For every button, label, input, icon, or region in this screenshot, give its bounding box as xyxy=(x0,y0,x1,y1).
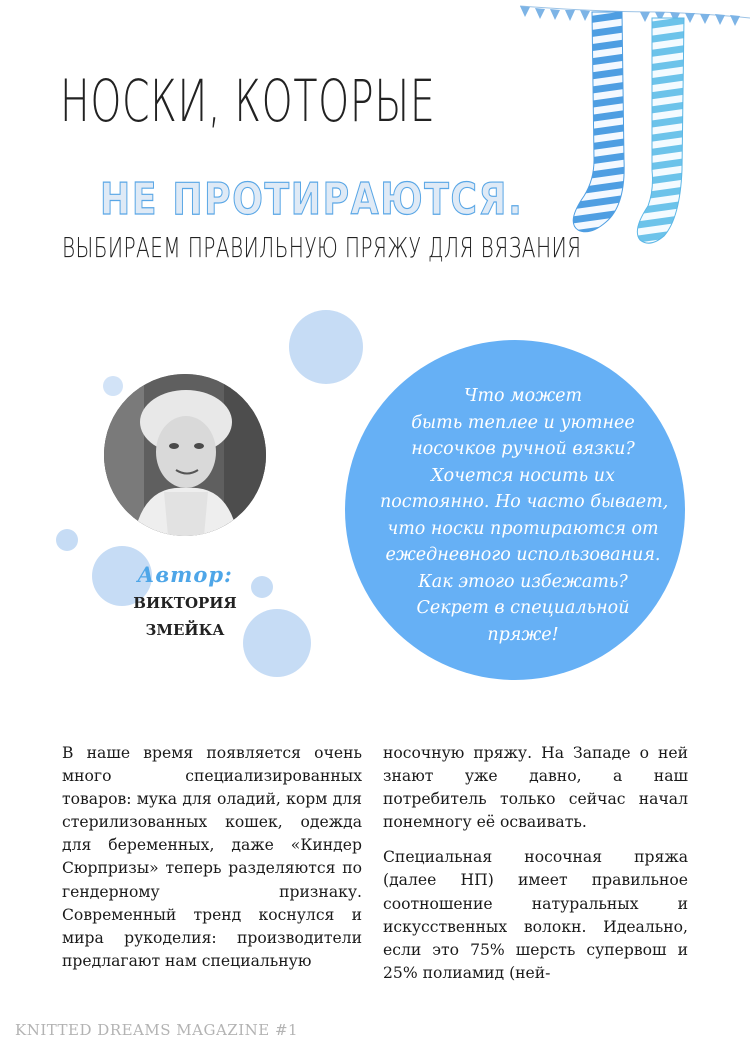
article-column-right xyxy=(383,742,688,997)
author-name-line1: ВИКТОРИЯ xyxy=(133,594,237,612)
quote-line: Что может xyxy=(463,386,583,406)
bunting-garland xyxy=(520,6,750,26)
article-paragraph-2: Специальная носочная пряжа (далее НП) имеет правильное соотношение натуральных и искусственных волокн. Идеально, если это 75% шерсть супервош и 25% полиамид (ней- xyxy=(383,848,688,982)
quote-line: Секрет в специальной xyxy=(416,598,630,618)
quote-line: пряже! xyxy=(487,624,559,645)
article-title-line1: НОСКИ, КОТОРЫЕ xyxy=(60,67,436,135)
quote-line: быть теплее и уютнее xyxy=(411,412,635,433)
article-title-line2: НЕ ПРОТИРАЮТСЯ. xyxy=(100,174,524,225)
quote-line: что носки протираются от xyxy=(387,518,659,539)
quote-line: Хочется носить их xyxy=(431,465,615,486)
article-subtitle: ВЫБИРАЕМ ПРАВИЛЬНУЮ ПРЯЖУ ДЛЯ ВЯЗАНИЯ xyxy=(62,231,582,264)
quote-line: Как этого избежать? xyxy=(418,571,628,592)
lead-quote xyxy=(380,383,669,648)
author-name xyxy=(110,590,260,644)
sock-left-illustration xyxy=(573,12,624,232)
sock-right-illustration xyxy=(637,18,684,243)
author-name-line2: ЗМЕЙКА xyxy=(145,621,225,639)
article-paragraph-1: В наше время появляется очень много специализированных товаров: мука для оладий, корм для стерилизованных кошек, одежда для беременных, даже «Киндер Сюрпризы» теперь разделяются по гендерному признаку. Современный тренд коснулся и мира рукоделия: производители предлагают нам специальную xyxy=(62,744,362,970)
quote-line: носочков ручной вязки? xyxy=(411,439,635,459)
quote-line: постоянно. Но часто бывает, xyxy=(380,492,669,512)
article-paragraph-1-continued: носочную пряжу. На Западе о ней знают уже давно, а наш потребитель только сейчас начал понемногу её осваивать. xyxy=(383,744,688,832)
author-label: Автор: xyxy=(137,562,233,587)
magazine-footer: KNITTED DREAMS MAGAZINE #1 xyxy=(15,1021,299,1039)
author-photo xyxy=(104,374,266,536)
article-column-left xyxy=(62,742,362,985)
quote-line: ежедневного использования. xyxy=(385,545,661,565)
